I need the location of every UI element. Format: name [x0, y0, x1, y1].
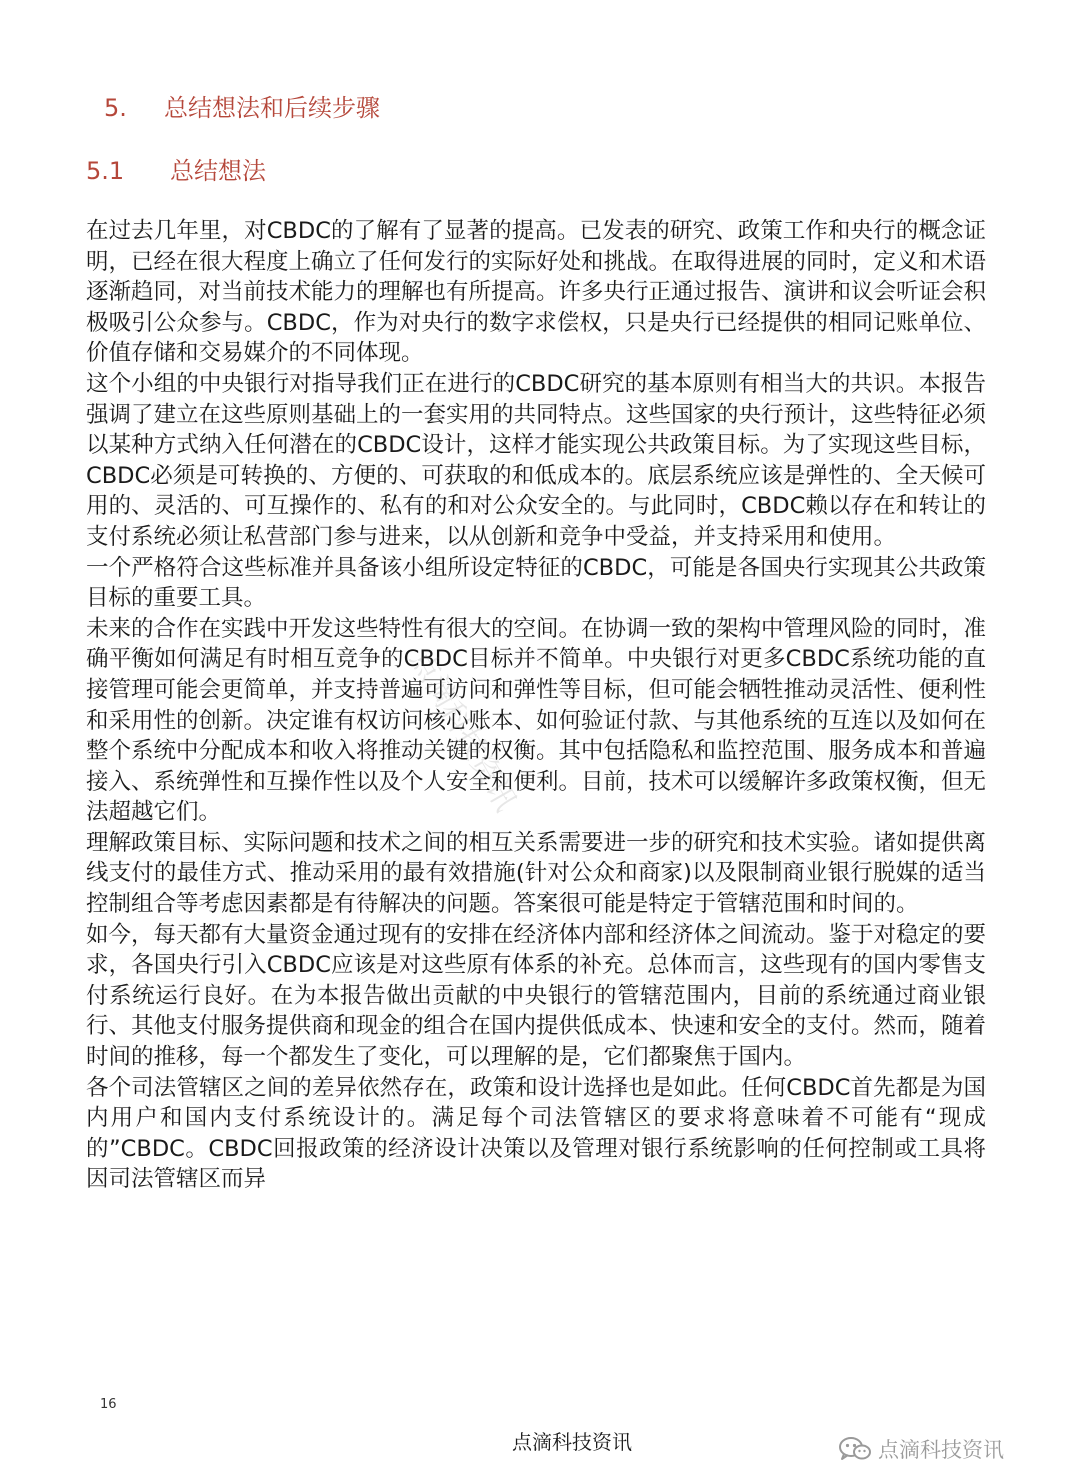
watermark-text: 点滴科技资讯: [878, 1438, 1004, 1462]
diagonal-watermark: 点滴科技资讯: [402, 644, 524, 818]
paragraph: 这个小组的中央银行对指导我们正在进行的CBDC研究的基本原则有相当大的共识。本报告强调了建立在这些原则基础上的一套实用的共同特点。这些国家的央行预计，这些特征必须以某种方式纳入任何潜在的CBDC设计，这样才能实现公共政策目标。为了实现这些目标，CBDC必须是可转换的、方便的、可获取的和低成本的。底层系统应该是弹性的、全天候可用的、灵活的、可互操作的、私有的和对公众安全的。与此同时，CBDC赖以存在和转让的支付系统必须让私营部门参与进来，以从创新和竞争中受益，并支持采用和使用。: [86, 370, 987, 550]
subsection-number: 5.1: [86, 157, 125, 185]
section-title: 总结想法和后续步骤: [164, 94, 380, 122]
paragraph: 在过去几年里，对CBDC的了解有了显著的提高。已发表的研究、政策工作和央行的概念证明，已经在很大程度上确立了任何发行的实际好处和挑战。在取得进展的同时，定义和术语逐渐趋同，对当前技术能力的理解也有所提高。许多央行正通过报告、演讲和议会听证会积极吸引公众参与。CBDC，作为对央行的数字求偿权，只是央行已经提供的相同记账单位、价值存储和交易媒介的不同体现。: [86, 218, 987, 367]
wechat-watermark: [838, 1434, 1004, 1464]
paragraph: 各个司法管辖区之间的差异依然存在，政策和设计选择也是如此。任何CBDC首先都是为国内用户和国内支付系统设计的。满足每个司法管辖区的要求将意味着不可能有“现成的”CBDC。CBDC回报政策的经济设计决策以及管理对银行系统影响的任何控制或工具将因司法管辖区而异: [86, 1074, 986, 1193]
paragraph: 理解政策目标、实际问题和技术之间的相互关系需要进一步的研究和技术实验。诸如提供离线支付的最佳方式、推动采用的最有效措施(针对公众和商家)以及限制商业银行脱媒的适当控制组合等考虑因素都是有待解决的问题。答案很可能是特定于管辖范围和时间的。: [86, 829, 987, 918]
body-text: [86, 216, 986, 1195]
subsection-heading: [86, 156, 266, 186]
paragraph: 未来的合作在实践中开发这些特性有很大的空间。在协调一致的架构中管理风险的同时，准确平衡如何满足有时相互竞争的CBDC目标并不简单。中央银行对更多CBDC系统功能的直接管理可能会更简单，并支持普遍可访问和弹性等目标，但可能会牺牲推动灵活性、便利性和采用性的创新。决定谁有权访问核心账本、如何验证付款、与其他系统的互连以及如何在整个系统中分配成本和收入将推动关键的权衡。其中包括隐私和监控范围、服务成本和普遍接入、系统弹性和互操作性以及个人安全和便利。目前，技术可以缓解许多政策权衡，但无法超越它们。: [86, 615, 987, 826]
page-number: 16: [100, 1397, 117, 1412]
footer-title: 点滴科技资讯: [512, 1430, 632, 1454]
section-heading: [104, 93, 380, 123]
wechat-icon: [838, 1436, 872, 1462]
paragraph: 一个严格符合这些标准并具备该小组所设定特征的CBDC，可能是各国央行实现其公共政策目标的重要工具。: [86, 554, 986, 612]
section-number: 5.: [104, 94, 127, 122]
paragraph: 如今，每天都有大量资金通过现有的安排在经济体内部和经济体之间流动。鉴于对稳定的要求，各国央行引入CBDC应该是对这些原有体系的补充。总体而言，这些现有的国内零售支付系统运行良好。在为本报告做出贡献的中央银行的管辖范围内，目前的系统通过商业银行、其他支付服务提供商和现金的组合在国内提供低成本、快速和安全的支付。然而，随着时间的推移，每一个都发生了变化，可以理解的是，它们都聚焦于国内。: [86, 921, 987, 1071]
subsection-title: 总结想法: [170, 157, 266, 185]
